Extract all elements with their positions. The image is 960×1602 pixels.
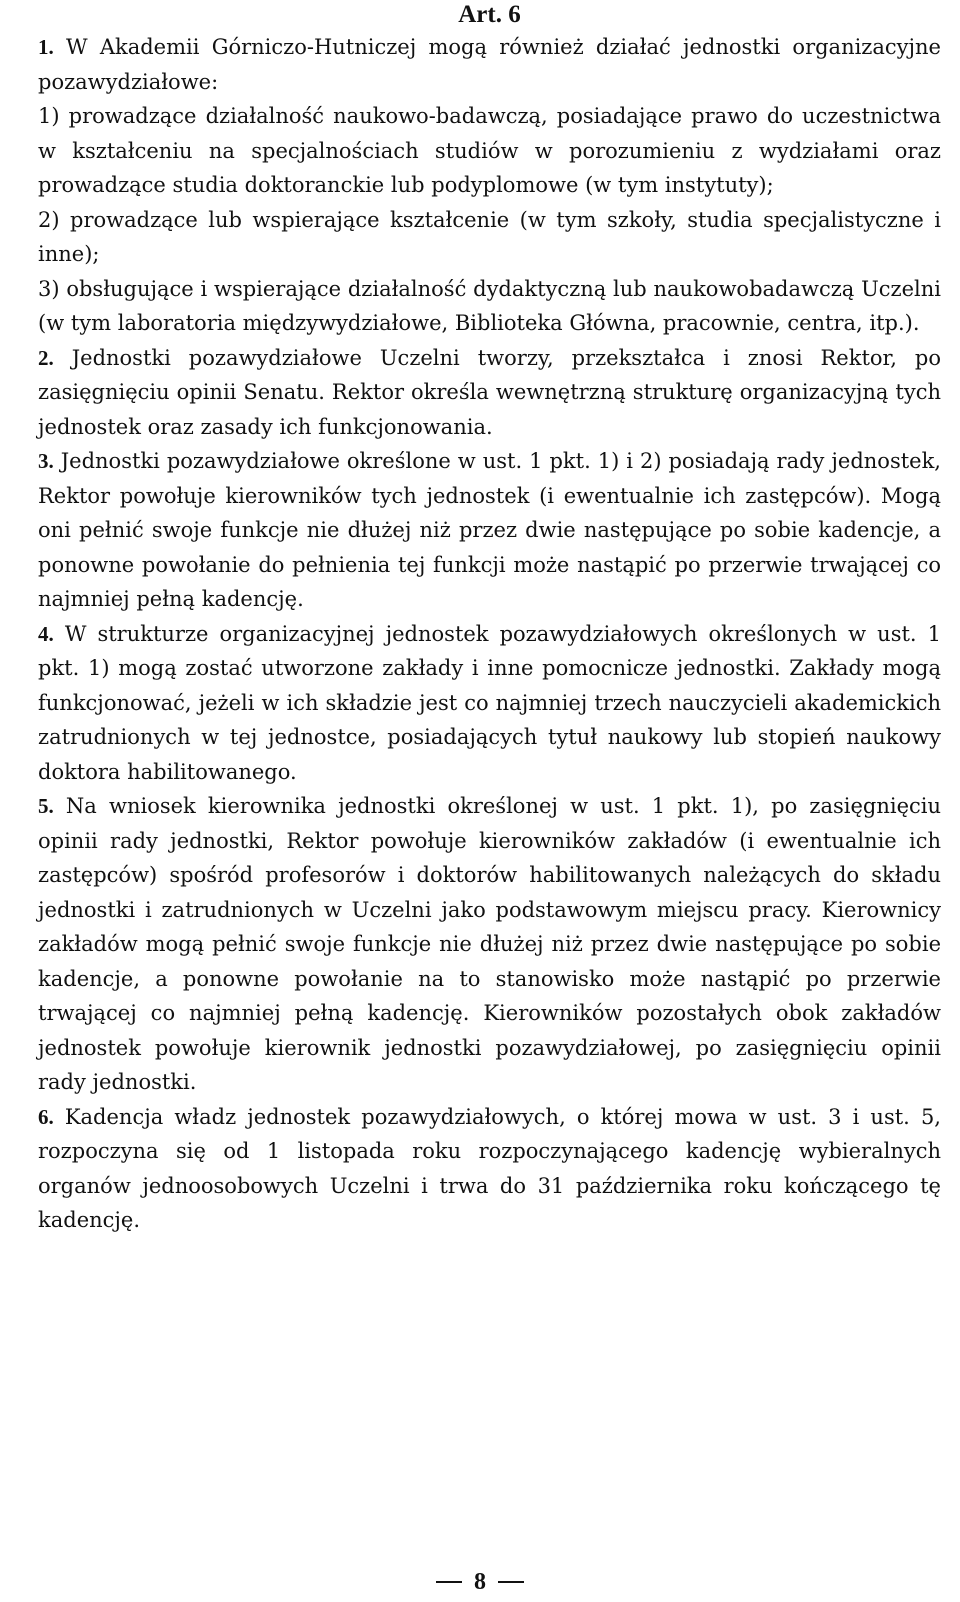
paragraph-6: [38, 1100, 941, 1238]
paragraph-2: [38, 341, 941, 445]
paragraph-4: [38, 617, 941, 790]
paragraph-text: Jednostki pozawydziałowe Uczelni tworzy, przekształca i znosi Rektor, po zasięgnięciu opinii Senatu. Rektor określa wewnętrzną strukturę organizacyjną tych jednostek oraz zasady ich funkcjonowania.: [38, 345, 941, 439]
document-page: [38, 0, 941, 1238]
paragraph-text: Na wniosek kierownika jednostki określonej w ust. 1 pkt. 1), po zasięgnięciu opinii rady jednostki, Rektor powołuje kierowników zakładów (i ewentualnie ich zastępców) spośród profesorów i doktorów habilitowanych należących do składu jednostki i zatrudnionych w Uczelni jako podstawowym miejscu pracy. Kierownicy zakładów mogą pełnić swoje funkcje nie dłużej niż przez dwie następujące po sobie kadencje, a ponowne powołanie na to stanowisko może nastąpić po przerwie trwającej co najmniej pełną kadencję. Kierowników pozostałych obok zakładów jednostek powołuje kierownik jednostki pozawydziałowej, po zasięgnięciu opinii rady jednostki.: [38, 794, 941, 1094]
dash-left-icon: [436, 1581, 462, 1583]
dash-right-icon: [498, 1581, 524, 1583]
paragraph-number: 2.: [38, 345, 54, 370]
page-footer: [0, 1567, 960, 1597]
list-item: 1) prowadzące działalność naukowo-badawczą, posiadające prawo do uczestnictwa w kształceniu na specjalnościach studiów w porozumieniu z wydziałami oraz prowadzące studia doktoranckie lub podyplomowe (w tym instytuty);: [38, 104, 941, 197]
list-item: 3) obsługujące i wspierające działalność dydaktyczną lub naukowobadawczą Uczelni (w tym laboratoria międzywydziałowe, Biblioteka Główna, pracownie, centra, itp.).: [38, 276, 941, 335]
paragraph-1: [38, 30, 941, 99]
paragraph-number: 1.: [38, 35, 54, 59]
article-heading: Art. 6: [458, 1, 521, 28]
paragraph-number: 3.: [38, 449, 54, 473]
paragraph-text: Kadencja władz jednostek pozawydziałowych, o której mowa w ust. 3 i ust. 5, rozpoczyna się od 1 listopada roku rozpoczynającego kadencję wybieralnych organów jednoosobowych Uczelni i trwa do 31 października roku kończącego tę kadencję.: [38, 1104, 941, 1232]
article-body: [38, 30, 941, 1238]
paragraph-5: [38, 789, 941, 1100]
paragraph-number: 4.: [38, 621, 54, 646]
paragraph-number: 5.: [38, 794, 54, 818]
paragraph-text: W Akademii Górniczo-Hutniczej mogą również działać jednostki organizacyjne pozawydziałowe:: [38, 35, 941, 94]
paragraph-text: Jednostki pozawydziałowe określone w ust. 1 pkt. 1) i 2) posiadają rady jednostek, Rektor powołuje kierowników tych jednostek (i ewentualnie ich zastępców). Mogą oni pełnić swoje funkcje nie dłużej niż przez dwie następujące po sobie kadencje, a ponowne powołanie do pełnienia tej funkcji może nastąpić po przerwie trwającej co najmniej pełną kadencję.: [38, 449, 941, 611]
page-number: 8: [474, 1568, 486, 1595]
paragraph-text: W strukturze organizacyjnej jednostek pozawydziałowych określonych w ust. 1 pkt. 1) mogą zostać utworzone zakłady i inne pomocnicze jednostki. Zakłady mogą funkcjonować, jeżeli w ich składzie jest co najmniej trzech nauczycieli akademickich zatrudnionych w tej jednostce, posiadających tytuł naukowy lub stopień naukowy doktora habilitowanego.: [38, 621, 941, 784]
list-item: 2) prowadzące lub wspierające kształcenie (w tym szkoły, studia specjalistyczne i inne);: [38, 207, 941, 266]
paragraph-3: [38, 444, 941, 617]
paragraph-number: 6.: [38, 1104, 54, 1129]
